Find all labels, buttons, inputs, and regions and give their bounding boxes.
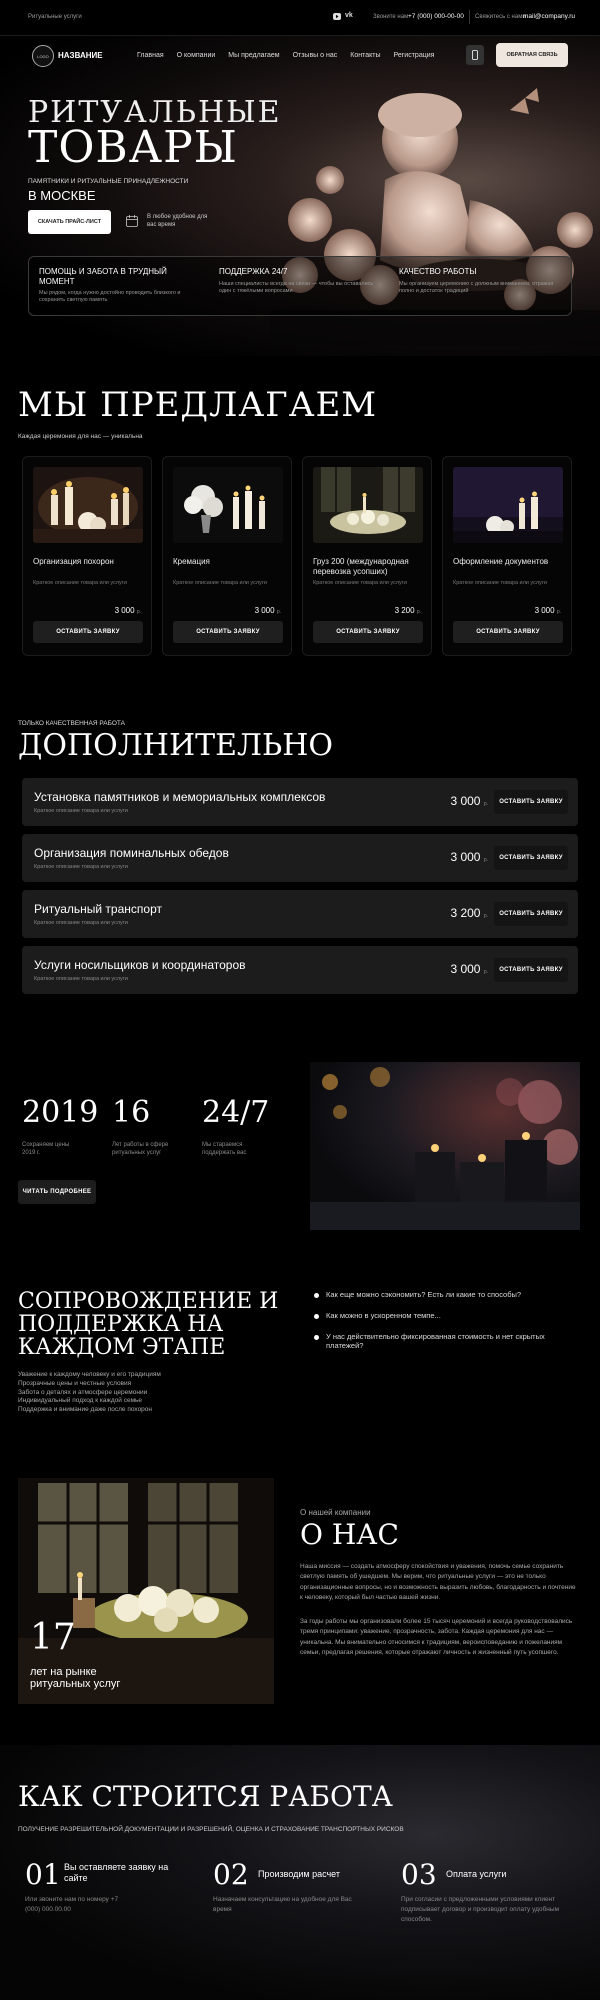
- support-list-item: Забота о деталях и атмосфере церемонии: [18, 1388, 148, 1396]
- row-desc: Краткое описание товара или услуги: [34, 864, 128, 870]
- card-order-button[interactable]: ОСТАВИТЬ ЗАЯВКУ: [313, 621, 423, 643]
- card-price: 3 000 р.: [114, 606, 141, 615]
- card-title: Груз 200 (международная перевозка усопших): [313, 557, 409, 576]
- candles-photo: [310, 1062, 580, 1230]
- stat-value: 16: [112, 1095, 151, 1130]
- additional-row: [22, 834, 578, 882]
- support-list-item: Уважение к каждому человеку и его традициям: [18, 1371, 161, 1378]
- stat-value: 2019: [22, 1095, 99, 1130]
- service-card: [442, 456, 572, 656]
- row-order-button[interactable]: ОСТАВИТЬ ЗАЯВКУ: [494, 958, 568, 982]
- row-price: 3 000 р.: [450, 850, 488, 864]
- row-name: Ритуальный транспорт: [34, 902, 162, 916]
- step-title: Производим расчет: [258, 1869, 341, 1879]
- vk-icon[interactable]: vk: [345, 12, 353, 19]
- step-title: Вы оставляете заявку на сайте: [64, 1862, 169, 1883]
- additional-row: [22, 890, 578, 938]
- row-name: Установка памятников и мемориальных комплексов: [34, 790, 326, 804]
- card-price: 3 200 р.: [394, 606, 421, 615]
- calendar-icon: [126, 215, 138, 227]
- download-price-button[interactable]: СКАЧАТЬ ПРАЙС-ЛИСТ: [28, 210, 111, 234]
- nav-register[interactable]: Регистрация: [393, 52, 435, 59]
- feature-title: КАЧЕСТВО РАБОТЫ: [399, 267, 477, 276]
- offer-title: МЫ ПРЕДЛАГАЕМ: [18, 385, 378, 425]
- card-photo: [313, 467, 423, 543]
- features-box: [28, 256, 572, 316]
- feature-text: Наши специалисты всегда на связи — чтобы вы оставались один с тяжёлыми вопросами: [219, 280, 374, 294]
- nav-about[interactable]: О компании: [176, 52, 216, 59]
- phone-icon[interactable]: [466, 45, 484, 65]
- card-photo: [33, 467, 143, 543]
- feature-text: Мы организуем церемонию с должным вниманием, отражая полно и достаток традиций: [399, 280, 554, 294]
- card-desc: Краткое описание товара или услуги: [313, 580, 407, 586]
- stat-label: Лет работы в сфере ритуальных услуг: [112, 1142, 169, 1157]
- feedback-button[interactable]: ОБРАТНАЯ СВЯЗЬ: [496, 43, 568, 67]
- step-text: При согласии с предложенными условиями клиент подписывает договор и производит оплату удобным способом.: [401, 1896, 559, 1923]
- about-years-label-line: ритуальных услуг: [30, 1678, 121, 1691]
- hero-city: В МОСКВЕ: [28, 188, 96, 203]
- step-title: Оплата услуги: [446, 1869, 507, 1879]
- card-price: 3 000 р.: [254, 606, 281, 615]
- feature-text: Мы рядом, когда нужно достойно проводить близкого и сохранить светлую память: [39, 290, 181, 304]
- service-card: [162, 456, 292, 656]
- card-price: 3 000 р.: [534, 606, 561, 615]
- divider: [469, 10, 470, 24]
- service-card: [302, 456, 432, 656]
- step-text: Или звоните нам по номеру +7 (000) 000.00.00: [25, 1896, 119, 1913]
- about-years-label-line: лет на рынке: [30, 1666, 97, 1678]
- row-name: Услуги носильщиков и координаторов: [34, 958, 246, 972]
- row-desc: Краткое описание товара или услуги: [34, 920, 128, 926]
- feature-item: [399, 267, 559, 295]
- card-title: Кремация: [173, 557, 210, 566]
- card-order-button[interactable]: ОСТАВИТЬ ЗАЯВКУ: [453, 621, 563, 643]
- about-kicker: О нашей компании: [300, 1508, 371, 1517]
- stat-value: 24/7: [202, 1095, 270, 1130]
- email-label: Свяжитесь с нами: [475, 14, 526, 20]
- feature-title: ПОМОЩЬ И ЗАБОТА В ТРУДНЫЙ МОМЕНТ: [39, 267, 167, 286]
- read-more-button[interactable]: ЧИТАТЬ ПОДРОБНЕЕ: [18, 1180, 96, 1204]
- stat-label: Мы стараемся поддержать вас: [202, 1142, 247, 1157]
- nav-contacts[interactable]: Контакты: [350, 52, 381, 59]
- youtube-icon[interactable]: [333, 13, 341, 20]
- support-title-line: СОПРОВОЖДЕНИЕ И: [18, 1289, 279, 1314]
- about-years: 17: [30, 1617, 76, 1658]
- row-order-button[interactable]: ОСТАВИТЬ ЗАЯВКУ: [494, 846, 568, 870]
- stat-label: Сохраняем цены 2019 г.: [22, 1142, 70, 1157]
- process-title: КАК СТРОИТСЯ РАБОТА: [18, 1780, 393, 1813]
- step-number: 01: [25, 1858, 61, 1891]
- brand-name[interactable]: НАЗВАНИЕ: [58, 51, 103, 60]
- feature-item: [219, 267, 379, 295]
- phone-link[interactable]: +7 (000) 000-00-00: [408, 13, 464, 20]
- support-list-item: Индивидуальный подход к каждой семье: [18, 1397, 143, 1405]
- faq-list: [314, 1290, 564, 1351]
- faq-item[interactable]: У нас действительно фиксированная стоимость и нет скрытых платежей?: [314, 1332, 564, 1352]
- row-desc: Краткое описание товара или услуги: [34, 976, 128, 982]
- nav-home[interactable]: Главная: [137, 52, 164, 59]
- row-desc: Краткое описание товара или услуги: [34, 808, 128, 814]
- step-number: 02: [213, 1858, 249, 1891]
- main-nav: [137, 52, 434, 59]
- card-desc: Краткое описание товара или услуги: [453, 580, 547, 586]
- faq-item[interactable]: Как еще можно сэкономить? Есть ли какие то способы?: [314, 1290, 564, 1300]
- row-price: 3 000 р.: [450, 794, 488, 808]
- about-title: О НАС: [300, 1518, 399, 1551]
- row-order-button[interactable]: ОСТАВИТЬ ЗАЯВКУ: [494, 902, 568, 926]
- card-desc: Краткое описание товара или услуги: [33, 580, 127, 586]
- hero-schedule-text: В любое удобное для вас время: [147, 214, 208, 228]
- feature-title: ПОДДЕРЖКА 24/7: [219, 267, 288, 276]
- email-link[interactable]: mail@company.ru: [523, 13, 575, 20]
- tagline: Ритуальные услуги: [28, 14, 82, 20]
- additional-row: [22, 778, 578, 826]
- card-desc: Краткое описание товара или услуги: [173, 580, 267, 586]
- support-title-line: ПОДДЕРЖКА НА: [18, 1312, 224, 1338]
- support-title-line: КАЖДОМ ЭТАПЕ: [18, 1335, 226, 1361]
- support-list-item: Поддержка и внимание даже после похорон: [18, 1406, 152, 1414]
- step-number: 03: [401, 1858, 437, 1891]
- top-bar: [0, 0, 600, 36]
- card-title: Оформление документов: [453, 557, 549, 566]
- about-paragraph: За годы работы мы организовали более 15 тысяч церемоний и всегда руководствовались тремя принципами: уважение, прозрачность, забота. Каждая церемония для нас — уникальна. Мы внимательно относимся к традициям, вероисповеданию и пожеланиям семьи, предлагая решения, которые отражают личность и жизненный путь усопшего.: [300, 1618, 573, 1657]
- nav-offer[interactable]: Мы предлагаем: [228, 52, 280, 59]
- card-title: Организация похорон: [33, 557, 114, 566]
- row-order-button[interactable]: ОСТАВИТЬ ЗАЯВКУ: [494, 790, 568, 814]
- row-name: Организация поминальных обедов: [34, 846, 229, 860]
- service-card: [22, 456, 152, 656]
- hero-subtitle: ПАМЯТНИКИ И РИТУАЛЬНЫЕ ПРИНАДЛЕЖНОСТИ: [28, 178, 189, 185]
- card-photo: [173, 467, 283, 543]
- additional-kicker: ТОЛЬКО КАЧЕСТВЕННАЯ РАБОТА: [18, 720, 125, 727]
- card-photo: [453, 467, 563, 543]
- hero-title-line1: РИТУАЛЬНЫЕ: [28, 95, 282, 130]
- support-list: [18, 1371, 161, 1415]
- offer-subtitle: Каждая церемония для нас — уникальна: [18, 433, 143, 440]
- about-years-label: [30, 1666, 120, 1690]
- support-title: [18, 1290, 278, 1359]
- card-order-button[interactable]: ОСТАВИТЬ ЗАЯВКУ: [33, 621, 143, 643]
- row-price: 3 000 р.: [450, 962, 488, 976]
- process-subtitle: ПОЛУЧЕНИЕ РАЗРЕШИТЕЛЬНОЙ ДОКУМЕНТАЦИИ И РАЗРЕШЕНИЙ, ОЦЕНКА И СТРАХОВАНИЕ ТРАНСПОРТНЫХ РИСКОВ: [18, 1826, 404, 1833]
- additional-title: ДОПОЛНИТЕЛЬНО: [18, 728, 334, 763]
- hero-title-line2: ТОВАРЫ: [28, 122, 238, 173]
- card-order-button[interactable]: ОСТАВИТЬ ЗАЯВКУ: [173, 621, 283, 643]
- feature-item: [39, 267, 199, 304]
- phone-label: Звоните нам: [373, 14, 409, 20]
- nav-reviews[interactable]: Отзывы о нас: [292, 52, 338, 59]
- logo-icon[interactable]: LOGO: [32, 45, 54, 67]
- about-paragraph: Наша миссия — создать атмосферу спокойствия и уважения, помочь семье сохранить светлую память об ушедшем. Мы верим, что ритуальные услуги — это не только организационные вопросы, но и возможность выразить любовь, благодарность и почтение к человеку, который был частью вашей жизни.: [300, 1563, 576, 1602]
- support-list-item: Прозрачные цены и честные условия: [18, 1379, 132, 1387]
- step-text: Назначаем консультацию на удобное для Вас время: [213, 1896, 352, 1913]
- additional-row: [22, 946, 578, 994]
- row-price: 3 200 р.: [450, 906, 488, 920]
- faq-item[interactable]: Как можно в ускоренном темпе...: [314, 1311, 564, 1321]
